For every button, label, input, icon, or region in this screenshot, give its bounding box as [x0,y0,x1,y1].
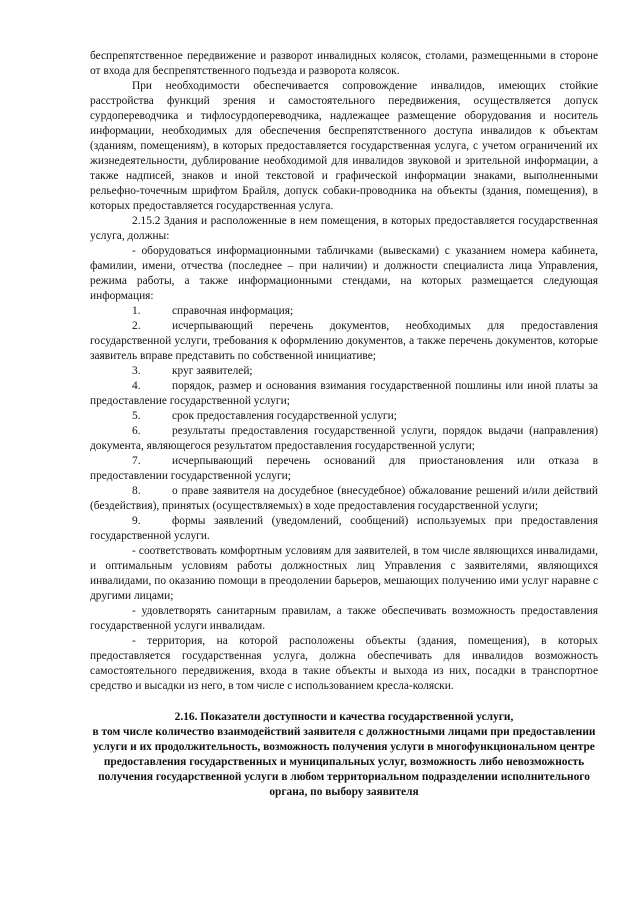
document-page [90,49,598,800]
list-item-number: 6. [132,425,141,437]
section-heading-2-16 [90,710,598,800]
list-item-text: порядок, размер и основания взимания государственной пошлины или иной платы за предоставление государственной услуги; [90,380,598,407]
paragraph-2-15-2: 2.15.2 Здания и расположенные в нем помещения, в которых предоставляется государственная услуга, должны: [90,215,598,242]
list-item-number: 2. [132,320,141,332]
list-item [90,484,598,514]
list-item [90,364,598,379]
list-item-text: о праве заявителя на досудебное (внесудебное) обжалование решений и/или действий (бездействия), принятых (осуществляемых) в ходе предоставления государственной услуги; [90,485,598,512]
section-heading-subtitle: в том числе количество взаимодействий заявителя с должностными лицами при предоставлении услуги и их продолжительность, возможность получения услуги в многофункциональном центре предоставления государственных и муниципальных услуг, возможность либо невозможность получения государственной услуги в любом территориальном подразделении исполнительного органа, по выбору заявителя [92,726,596,798]
paragraph-continuation: беспрепятственное передвижение и разворот инвалидных колясок, столами, размещенными в стороне от входа для беспрепятственного подъезда и разворота колясок. [90,50,598,77]
list-item-text: справочная информация; [172,305,294,317]
list-item-text: формы заявлений (уведомлений, сообщений) используемых при предоставления государственной услуги. [90,515,598,542]
paragraph-accompaniment: При необходимости обеспечивается сопровождение инвалидов, имеющих стойкие расстройства функций зрения и самостоятельного передвижения, осуществляется допуск сурдопереводчика и тифлосурдопереводчика, надлежащее размещение оборудования и носитель информации, необходимых для обеспечения беспрепятственного доступа инвалидов к объектам (зданиям, помещениям), в которых предоставляется государственная услуга, с учетом ограничений их жизнедеятельности, дублирование необходимой для инвалидов звуковой и зрительной информации, а также надписей, знаков и иной текстовой и графической информации знаками, выполненными рельефно-точечным шрифтом Брайля, допуск собаки-проводника на объекты (здания, помещения), в которых предоставляется государственная услуга. [90,80,598,212]
paragraph-comfort: - соответствовать комфортным условиям для заявителей, в том числе являющихся инвалидами, и оптимальным условиям работы должностных лиц Управления с заявителями, являющихся инвалидами, по оказанию помощи в преодолении барьеров, мешающих получению ими услуг наравне с другими лицами; [90,545,598,602]
list-item [90,514,598,544]
list-item-text: срок предоставления государственной услуги; [172,410,397,422]
list-item-number: 3. [132,365,141,377]
list-item [90,319,598,364]
list-item [90,454,598,484]
list-item-text: круг заявителей; [172,365,253,377]
list-item-text: результаты предоставления государственной услуги, порядок выдачи (направления) документа, являющегося результатом предоставления государственной услуги; [90,425,598,452]
list-item [90,304,598,319]
list-item-text: исчерпывающий перечень оснований для приостановления или отказа в предоставлении государственной услуги; [90,455,598,482]
list-item-text: исчерпывающий перечень документов, необходимых для предоставления государственной услуги, требования к оформлению документов, а также перечень документов, которые заявитель вправе представить по собственной инициативе; [90,320,598,362]
info-list [90,304,598,544]
list-item-number: 1. [132,305,141,317]
list-item-number: 8. [132,485,141,497]
paragraph-territory: - территория, на которой расположены объекты (здания, помещения), в которых предоставляется государственная услуга, должна обеспечивать для инвалидов возможность самостоятельного передвижения, входа в такие объекты и выхода из них, посадки в транспортное средство и высадки из него, в том числе с использованием кресла-коляски. [90,635,598,692]
list-item [90,424,598,454]
list-item [90,379,598,409]
list-item-number: 9. [132,515,141,527]
section-heading-title: 2.16. Показатели доступности и качества государственной услуги, [174,711,514,723]
list-item-number: 4. [132,380,141,392]
list-item [90,409,598,424]
list-item-number: 5. [132,410,141,422]
list-item-number: 7. [132,455,141,467]
paragraph-info-plates: - оборудоваться информационными табличками (вывесками) с указанием номера кабинета, фамилии, имени, отчества (последнее – при наличии) и должности специалиста лица Управления, режима работы, а также информационными стендами, на которых размещается следующая информация: [90,245,598,302]
paragraph-sanitary: - удовлетворять санитарным правилам, а также обеспечивать возможность предоставления государственной услуги инвалидам. [90,605,598,632]
